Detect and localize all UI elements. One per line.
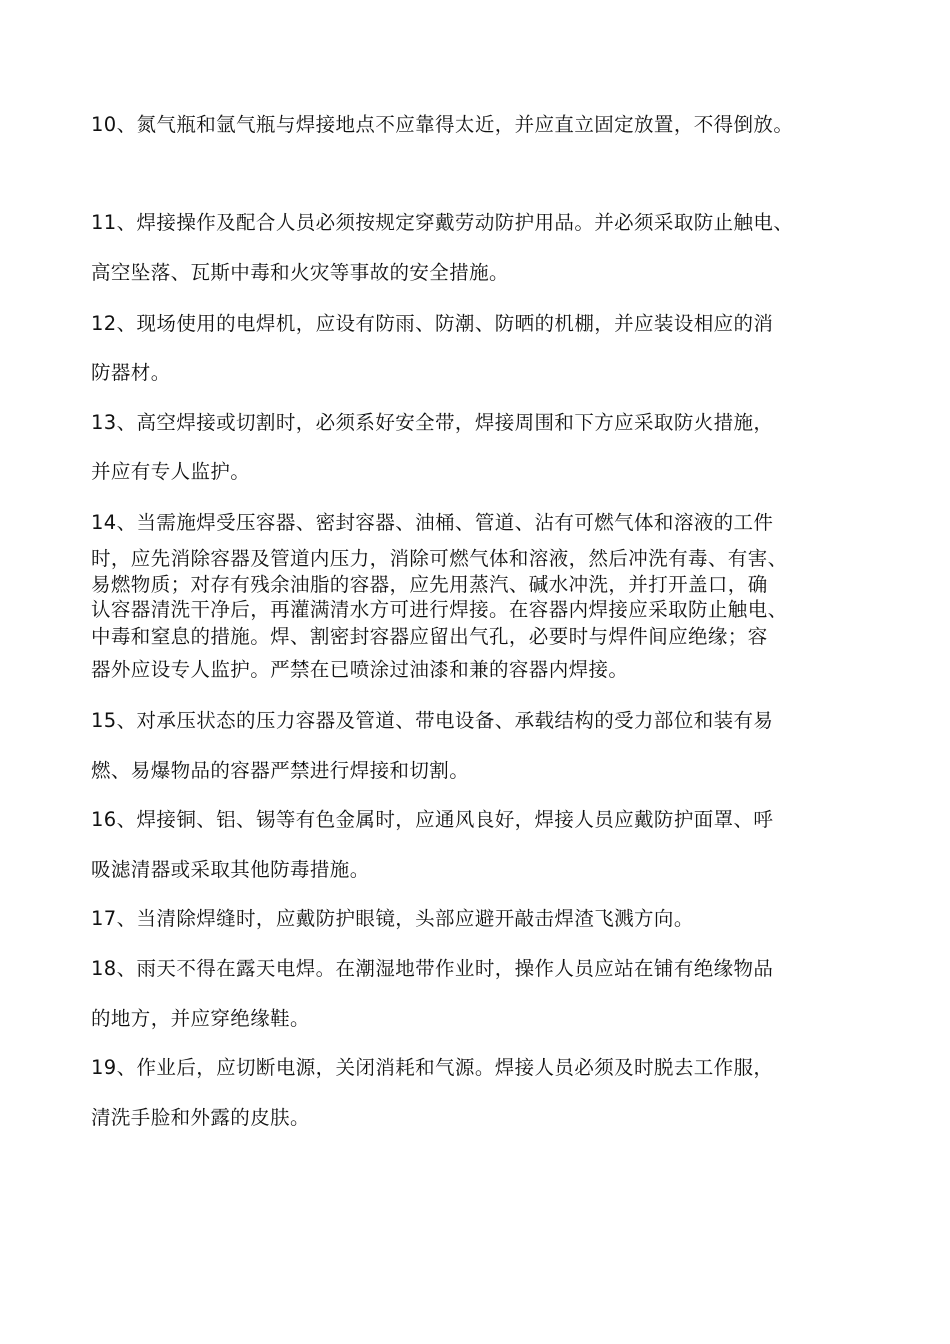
item-10-line-1: 10、氮气瓶和氩气瓶与焊接地点不应靠得太近，并应直立固定放置，不得倒放。	[91, 113, 794, 136]
item-12-line-2: 防器材。	[91, 361, 171, 384]
item-17-line-1: 17、当清除焊缝时，应戴防护眼镜，头部应避开敲击焊渣飞溅方向。	[91, 907, 694, 930]
item-13-line-2: 并应有专人监护。	[91, 460, 251, 483]
item-18-line-2: 的地方，并应穿绝缘鞋。	[91, 1007, 310, 1030]
item-14-line-2: 时，应先消除容器及管道内压力，消除可燃气体和溶液，然后冲洗有毒、有害、	[91, 547, 788, 570]
item-11-line-1: 11、焊接操作及配合人员必须按规定穿戴劳动防护用品。并必须采取防止触电、	[91, 211, 794, 234]
item-18-line-1: 18、雨天不得在露天电焊。在潮湿地带作业时，操作人员应站在铺有绝缘物品	[91, 957, 774, 980]
item-13-line-1: 13、高空焊接或切割时，必须系好安全带，焊接周围和下方应采取防火措施，	[91, 411, 774, 434]
item-12-line-1: 12、现场使用的电焊机，应设有防雨、防潮、防晒的机棚，并应装设相应的消	[91, 312, 774, 335]
item-14-line-5: 中毒和窒息的措施。焊、割密封容器应留出气孔，必要时与焊件间应绝缘；容	[91, 625, 768, 648]
item-15-line-1: 15、对承压状态的压力容器及管道、带电设备、承载结构的受力部位和装有易	[91, 709, 774, 732]
item-14-line-4: 认容器清洗干净后，再灌满清水方可进行焊接。在容器内焊接应采取防止触电、	[91, 598, 788, 621]
item-16-line-1: 16、焊接铜、铝、锡等有色金属时，应通风良好，焊接人员应戴防护面罩、呼	[91, 808, 774, 831]
item-14-line-6: 器外应设专人监护。严禁在已喷涂过油漆和兼的容器内焊接。	[91, 658, 629, 681]
item-16-line-2: 吸滤清器或采取其他防毒措施。	[91, 858, 370, 881]
item-14-line-3: 易燃物质；对存有残余油脂的容器，应先用蒸汽、碱水冲洗，并打开盖口，确	[91, 573, 768, 596]
item-15-line-2: 燃、易爆物品的容器严禁进行焊接和切割。	[91, 759, 470, 782]
item-19-line-2: 清洗手脸和外露的皮肤。	[91, 1106, 310, 1129]
item-11-line-2: 高空坠落、瓦斯中毒和火灾等事故的安全措施。	[91, 261, 509, 284]
item-19-line-1: 19、作业后，应切断电源，关闭消耗和气源。焊接人员必须及时脱去工作服，	[91, 1056, 774, 1079]
item-14-line-1: 14、当需施焊受压容器、密封容器、油桶、管道、沾有可燃气体和溶液的工件	[91, 511, 774, 534]
